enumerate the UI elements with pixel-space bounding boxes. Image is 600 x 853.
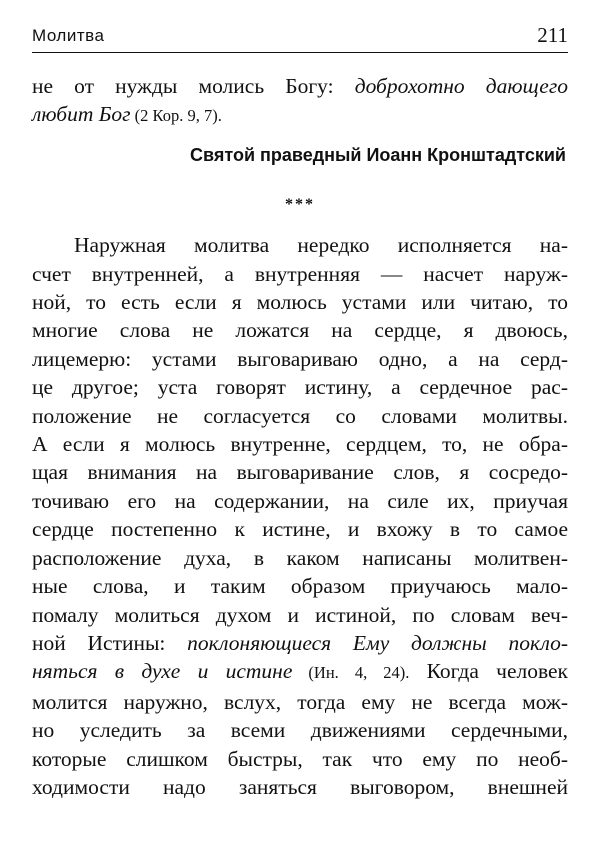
running-title: Молитва bbox=[32, 26, 105, 45]
text-line: молится наружно, вслух, тогда ему не всегда мож- bbox=[32, 689, 568, 714]
scripture-reference: (Ин. 4, 24). bbox=[292, 663, 410, 683]
text-line bbox=[32, 72, 568, 100]
text-line: положение не согласуется со словами молитвы. bbox=[32, 403, 568, 428]
text-run: Когда человек bbox=[409, 659, 568, 684]
page-number: 211 bbox=[537, 23, 568, 47]
text-line: ной, то есть если я молюсь устами или читаю, то bbox=[32, 290, 568, 315]
text-line bbox=[32, 100, 568, 130]
quote-italic: поклоняющиеся Ему должны покло- bbox=[187, 630, 568, 655]
author-attribution: Святой праведный Иоанн Кронштадтский bbox=[190, 144, 566, 165]
text-line: многие слова не ложатся на сердце, я двоюсь, bbox=[32, 318, 568, 343]
text-run: ной Истины: bbox=[32, 630, 188, 655]
quote-italic: доброхотно дающего bbox=[354, 74, 568, 98]
text-line: расположение духа, в каком написаны молитвен- bbox=[32, 545, 568, 570]
text-line: счет внутренней, а внутренняя — насчет наруж- bbox=[32, 261, 568, 286]
text-line: которые слишком быстры, так что ему по необ- bbox=[32, 746, 568, 771]
text-line: сердце постепенно к истине, и вхожу в то самое bbox=[32, 517, 568, 542]
text-line: ные слова, и таким образом приучаюсь мало- bbox=[32, 574, 568, 599]
text-run: не от нужды молись Богу: bbox=[32, 74, 355, 98]
text-line: лицемерю: устами выговариваю одно, а на серд- bbox=[32, 346, 568, 371]
text-line bbox=[32, 629, 568, 657]
text-line bbox=[32, 657, 568, 687]
text-line: Наружная молитва нередко исполняется на- bbox=[74, 233, 568, 258]
page-header bbox=[32, 24, 568, 53]
quote-italic: любит Бог bbox=[32, 102, 131, 127]
page-body bbox=[32, 72, 568, 801]
section-separator: *** bbox=[285, 196, 315, 214]
quote-italic: няться в духе и истине bbox=[32, 659, 293, 684]
text-line: А если я молюсь внутренне, сердцем, то, не обра- bbox=[32, 432, 568, 457]
text-line: помалу молиться духом и истиной, по словам веч- bbox=[32, 602, 568, 627]
text-line: ходимости надо заняться выговором, внешней bbox=[32, 774, 568, 799]
text-line: це другое; уста говорят истину, а сердечное рас- bbox=[32, 375, 568, 400]
scripture-reference: (2 Кор. 9, 7). bbox=[130, 106, 222, 126]
text-line: точиваю его на содержании, на силе их, приучая bbox=[32, 488, 568, 513]
text-line: но уследить за всеми движениями сердечными, bbox=[32, 718, 568, 743]
text-line: щая внимания на выговаривание слов, я сосредо- bbox=[32, 460, 568, 485]
